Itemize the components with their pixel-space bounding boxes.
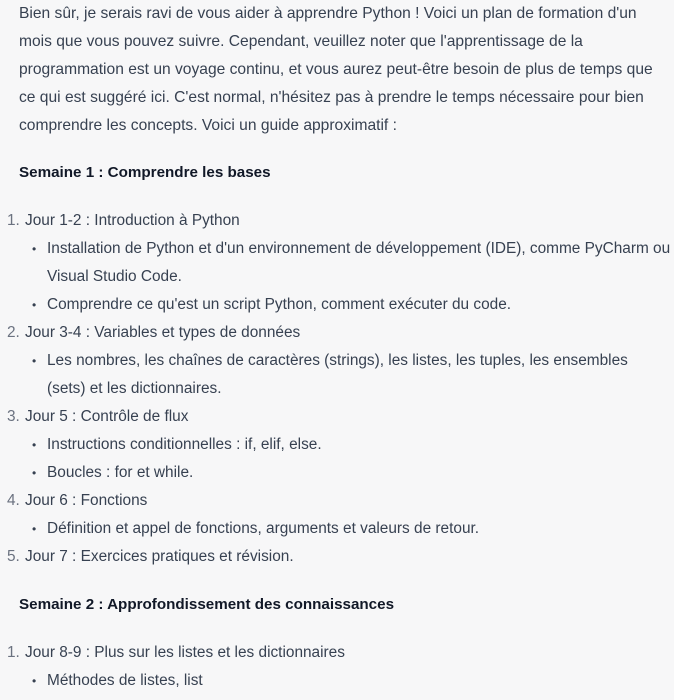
bullet-text: Installation de Python et d'un environnement de développement (IDE), comme PyCharm ou Visual Studio Code. bbox=[47, 240, 671, 285]
list-number: 1. bbox=[7, 644, 20, 661]
list-item-text: Jour 7 : Exercices pratiques et révision. bbox=[25, 548, 294, 565]
list-item-text: Jour 3-4 : Variables et types de données bbox=[25, 324, 301, 341]
bullet-dot-icon: • bbox=[32, 438, 37, 452]
list-number: 3. bbox=[7, 408, 20, 425]
bullet-dot-icon: • bbox=[32, 298, 37, 312]
week1-heading: Semaine 1 : Comprendre les bases bbox=[19, 164, 271, 181]
list-number: 5. bbox=[7, 548, 20, 565]
week2-heading: Semaine 2 : Approfondissement des connaissances bbox=[19, 596, 395, 613]
list-item-text: Jour 8-9 : Plus sur les listes et les dictionnaires bbox=[25, 644, 345, 661]
bullet-dot-icon: • bbox=[32, 466, 37, 480]
bullet-dot-icon: • bbox=[32, 242, 37, 256]
bullet-text: Boucles : for et while. bbox=[47, 464, 194, 481]
bullet-item bbox=[0, 235, 674, 291]
list-item-text: Jour 1-2 : Introduction à Python bbox=[25, 212, 240, 229]
bullet-item bbox=[0, 347, 674, 403]
bullet-text: Méthodes de listes, list bbox=[47, 672, 203, 689]
bullet-dot-icon: • bbox=[32, 522, 37, 536]
bullet-text: Les nombres, les chaînes de caractères (strings), les listes, les tuples, les ensembles (sets) et les dictionnaires. bbox=[47, 352, 628, 397]
bullet-text: Comprendre ce qu'est un script Python, comment exécuter du code. bbox=[47, 296, 512, 313]
bullet-dot-icon: • bbox=[32, 674, 37, 688]
intro-paragraph: Bien sûr, je serais ravi de vous aider à apprendre Python ! Voici un plan de formation d'un mois que vous pouvez suivre. Cependant, veuillez noter que l'apprentissage de la programmation est un voyage continu, et vous aurez peut-être besoin de plus de temps que ce qui est suggéré ici. C'est normal, n'hésitez pas à prendre le temps nécessaire pour bien comprendre les concepts. Voici un guide approximatif : bbox=[19, 5, 653, 134]
list-number: 1. bbox=[7, 212, 20, 229]
list-number: 2. bbox=[7, 324, 20, 341]
list-number: 4. bbox=[7, 492, 20, 509]
bullet-dot-icon: • bbox=[32, 354, 37, 368]
bullet-text: Instructions conditionnelles : if, elif, else. bbox=[47, 436, 322, 453]
list-item-text: Jour 6 : Fonctions bbox=[25, 492, 148, 509]
bullet-text: Définition et appel de fonctions, arguments et valeurs de retour. bbox=[47, 520, 480, 537]
list-item-text: Jour 5 : Contrôle de flux bbox=[25, 408, 189, 425]
